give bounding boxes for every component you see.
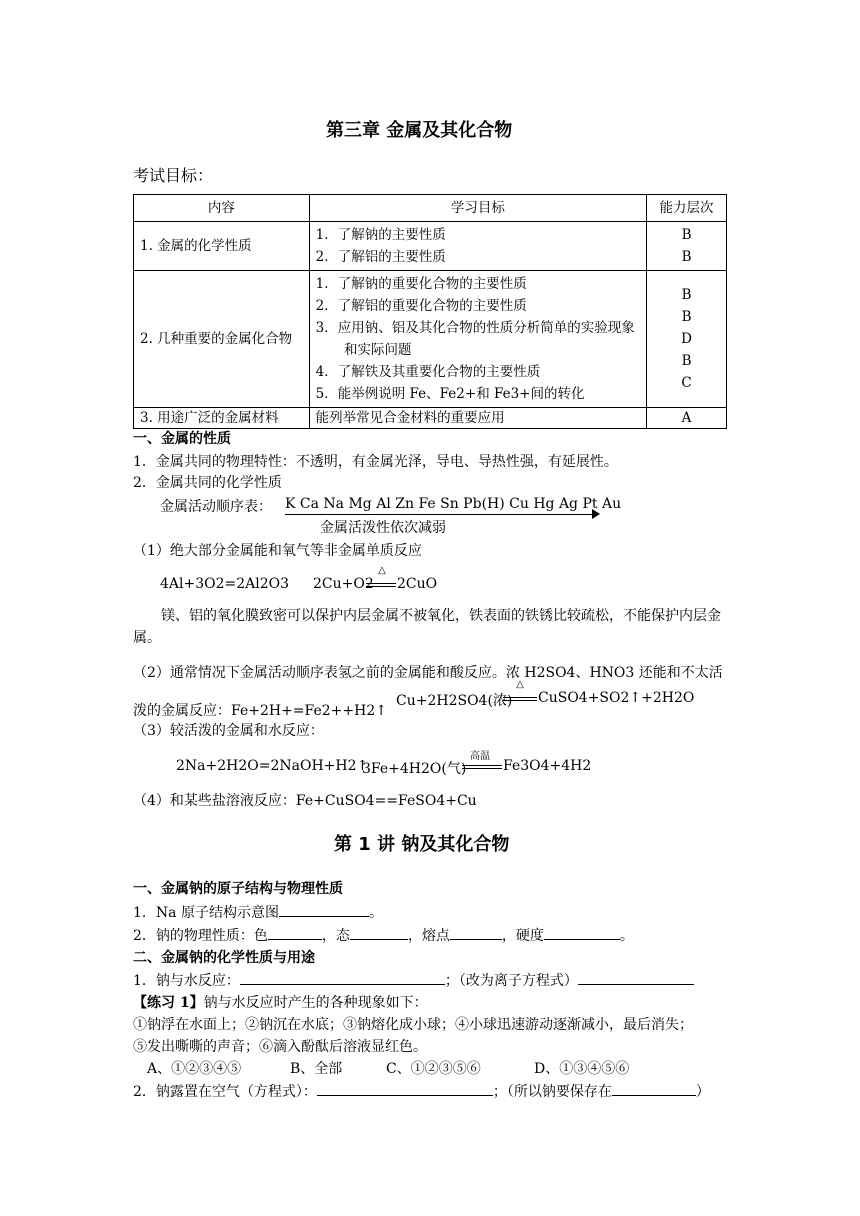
subsection: （2）通常情况下金属活动顺序表氢之前的金属能和酸反应。浓 H2SO4、HNO3 还能和不太活泼的金属反应：Fe+2H+=Fe2++H2↑	[133, 665, 723, 719]
high-temp-label: 高温	[470, 751, 490, 762]
exercise-text: 钠与水反应时产生的各种现象如下：	[203, 995, 428, 1011]
blank-line	[612, 1081, 696, 1096]
equals-sign	[462, 765, 502, 769]
table-row	[134, 222, 727, 271]
note-paragraph: 镁、铝的氧化膜致密可以保护内层金属不被氧化，铁表面的铁锈比较疏松，不能保护内层金属。	[133, 608, 721, 646]
question-2	[133, 925, 634, 945]
blank-line	[279, 902, 369, 917]
option-a: A、①②③④⑤	[147, 1061, 242, 1077]
equation-left: 3Fe+4H2O(气)	[362, 761, 467, 777]
exercise-label: 【练习 1】	[133, 995, 204, 1011]
row2-levels	[647, 271, 727, 408]
blank-line	[578, 970, 694, 985]
equation-left: Cu+2H2SO4(浓)	[396, 693, 513, 709]
equation-right: CuSO4+SO2↑+2H2O	[538, 690, 695, 706]
exercise-1	[133, 992, 428, 1012]
goal: 2．了解铝的主要性质	[315, 249, 446, 265]
chapter-title: 第三章 金属及其化合物	[326, 120, 513, 141]
goal: 4．了解铁及其重要化合物的主要性质	[315, 364, 541, 380]
question-text: ，态	[321, 928, 350, 944]
goal: 1．了解钠的主要性质	[315, 227, 446, 243]
goal: 1．了解钠的重要化合物的主要性质	[315, 276, 527, 292]
row1-content: 1. 金属的化学性质	[134, 222, 310, 271]
level: B	[681, 249, 692, 265]
section-heading: 一、金属的性质	[133, 431, 231, 447]
header-content: 内容	[134, 195, 310, 222]
table-header-row	[134, 195, 727, 222]
row3-goals: 能列举常见合金材料的重要应用	[309, 408, 646, 429]
row1-levels	[647, 222, 727, 271]
subsection: （4）和某些盐溶液反应：Fe+CuSO4==FeSO4+Cu	[133, 793, 477, 809]
option-c: C、①②③⑤⑥	[386, 1061, 481, 1077]
activity-label: 金属活动顺序表：	[160, 499, 272, 515]
question-text: ，硬度	[501, 928, 544, 944]
question-3	[133, 970, 694, 990]
section-heading: 一、金属钠的原子结构与物理性质	[133, 881, 343, 897]
table-row	[134, 408, 727, 429]
question-text: 1．Na 原子结构示意图	[133, 905, 279, 921]
option-b: B、全部	[290, 1061, 343, 1077]
question-text: ；（改为离子方程式）	[444, 973, 578, 989]
blank-line	[317, 1081, 493, 1096]
exercise-line: ⑤发出嘶嘶的声音；⑥滴入酚酞后溶液显红色。	[133, 1039, 427, 1055]
header-level: 能力层次	[647, 195, 727, 222]
activity-arrow-line	[285, 514, 595, 515]
exam-goals-label: 考试目标：	[133, 166, 214, 185]
question-text: ；（所以钠要保存在	[492, 1084, 612, 1100]
section-heading: 二、金属钠的化学性质与用途	[133, 950, 315, 966]
level: B	[681, 287, 692, 303]
question-1	[133, 902, 383, 922]
row1-goals	[309, 222, 646, 271]
equation: 4Al+3O2=2Al2O3	[160, 576, 290, 592]
row3-content: 3. 用途广泛的金属材料	[134, 408, 310, 429]
level: B	[681, 309, 692, 325]
equals-sign	[503, 697, 537, 701]
blank-line	[268, 925, 322, 940]
equation-right: Fe3O4+4H2	[503, 758, 592, 774]
header-goals: 学习目标	[309, 195, 646, 222]
level: C	[681, 375, 692, 391]
equation-left: 2Cu+O2	[313, 576, 374, 592]
question-4	[133, 1081, 710, 1101]
equals-sign	[366, 583, 396, 587]
question-text: 1．钠与水反应：	[133, 973, 240, 989]
table-row	[134, 271, 727, 408]
arrow-head-icon	[592, 509, 600, 519]
punct: 。	[368, 905, 383, 921]
blank-line	[240, 970, 445, 985]
activity-series: K Ca Na Mg Al Zn Fe Sn Pb(H) Cu Hg Ag Pt Au	[285, 496, 622, 512]
subsection: （3）较活泼的金属和水反应：	[133, 723, 324, 739]
blank-line	[450, 925, 502, 940]
option-d: D、①③④⑤⑥	[534, 1061, 630, 1077]
objectives-table	[133, 194, 727, 429]
level: B	[681, 353, 692, 369]
blank-line	[350, 925, 408, 940]
subsection: （1）绝大部分金属能和氧气等非金属单质反应	[133, 543, 422, 559]
question-text: 2．钠的物理性质：色	[133, 928, 268, 944]
blank-line	[544, 925, 620, 940]
level: B	[681, 227, 692, 243]
punct: 。	[619, 928, 634, 944]
goal: 2．了解铝的重要化合物的主要性质	[315, 298, 527, 314]
equation-right: 2CuO	[397, 576, 438, 592]
activity-caption: 金属活泼性依次减弱	[320, 520, 446, 536]
row3-level: A	[647, 408, 727, 429]
question-text: 2．钠露置在空气（方程式）：	[133, 1084, 317, 1100]
row2-goals	[309, 271, 646, 408]
heat-icon: △	[378, 565, 386, 576]
goal: 5．能举例说明 Fe、Fe2+和 Fe3+间的转化	[315, 386, 585, 402]
paragraph: 2．金属共同的化学性质	[133, 475, 282, 491]
row2-content: 2. 几种重要的金属化合物	[134, 271, 310, 408]
goal: 3．应用钠、铝及其化合物的性质分析简单的实验现象和实际问题	[315, 320, 635, 358]
heat-icon: △	[516, 679, 524, 690]
lecture-title: 第 1 讲 钠及其化合物	[334, 834, 510, 855]
punct: ）	[695, 1084, 710, 1100]
question-text: ，熔点	[407, 928, 450, 944]
exercise-line: ①钠浮在水面上；②钠沉在水底；③钠熔化成小球；④小球迅速游动逐渐减小，最后消失；	[133, 1017, 693, 1033]
level: D	[681, 331, 692, 347]
equation: 2Na+2H2O=2NaOH+H2↑	[176, 758, 369, 774]
paragraph: 1．金属共同的物理特性：不透明，有金属光泽，导电、导热性强，有延展性。	[133, 454, 618, 470]
